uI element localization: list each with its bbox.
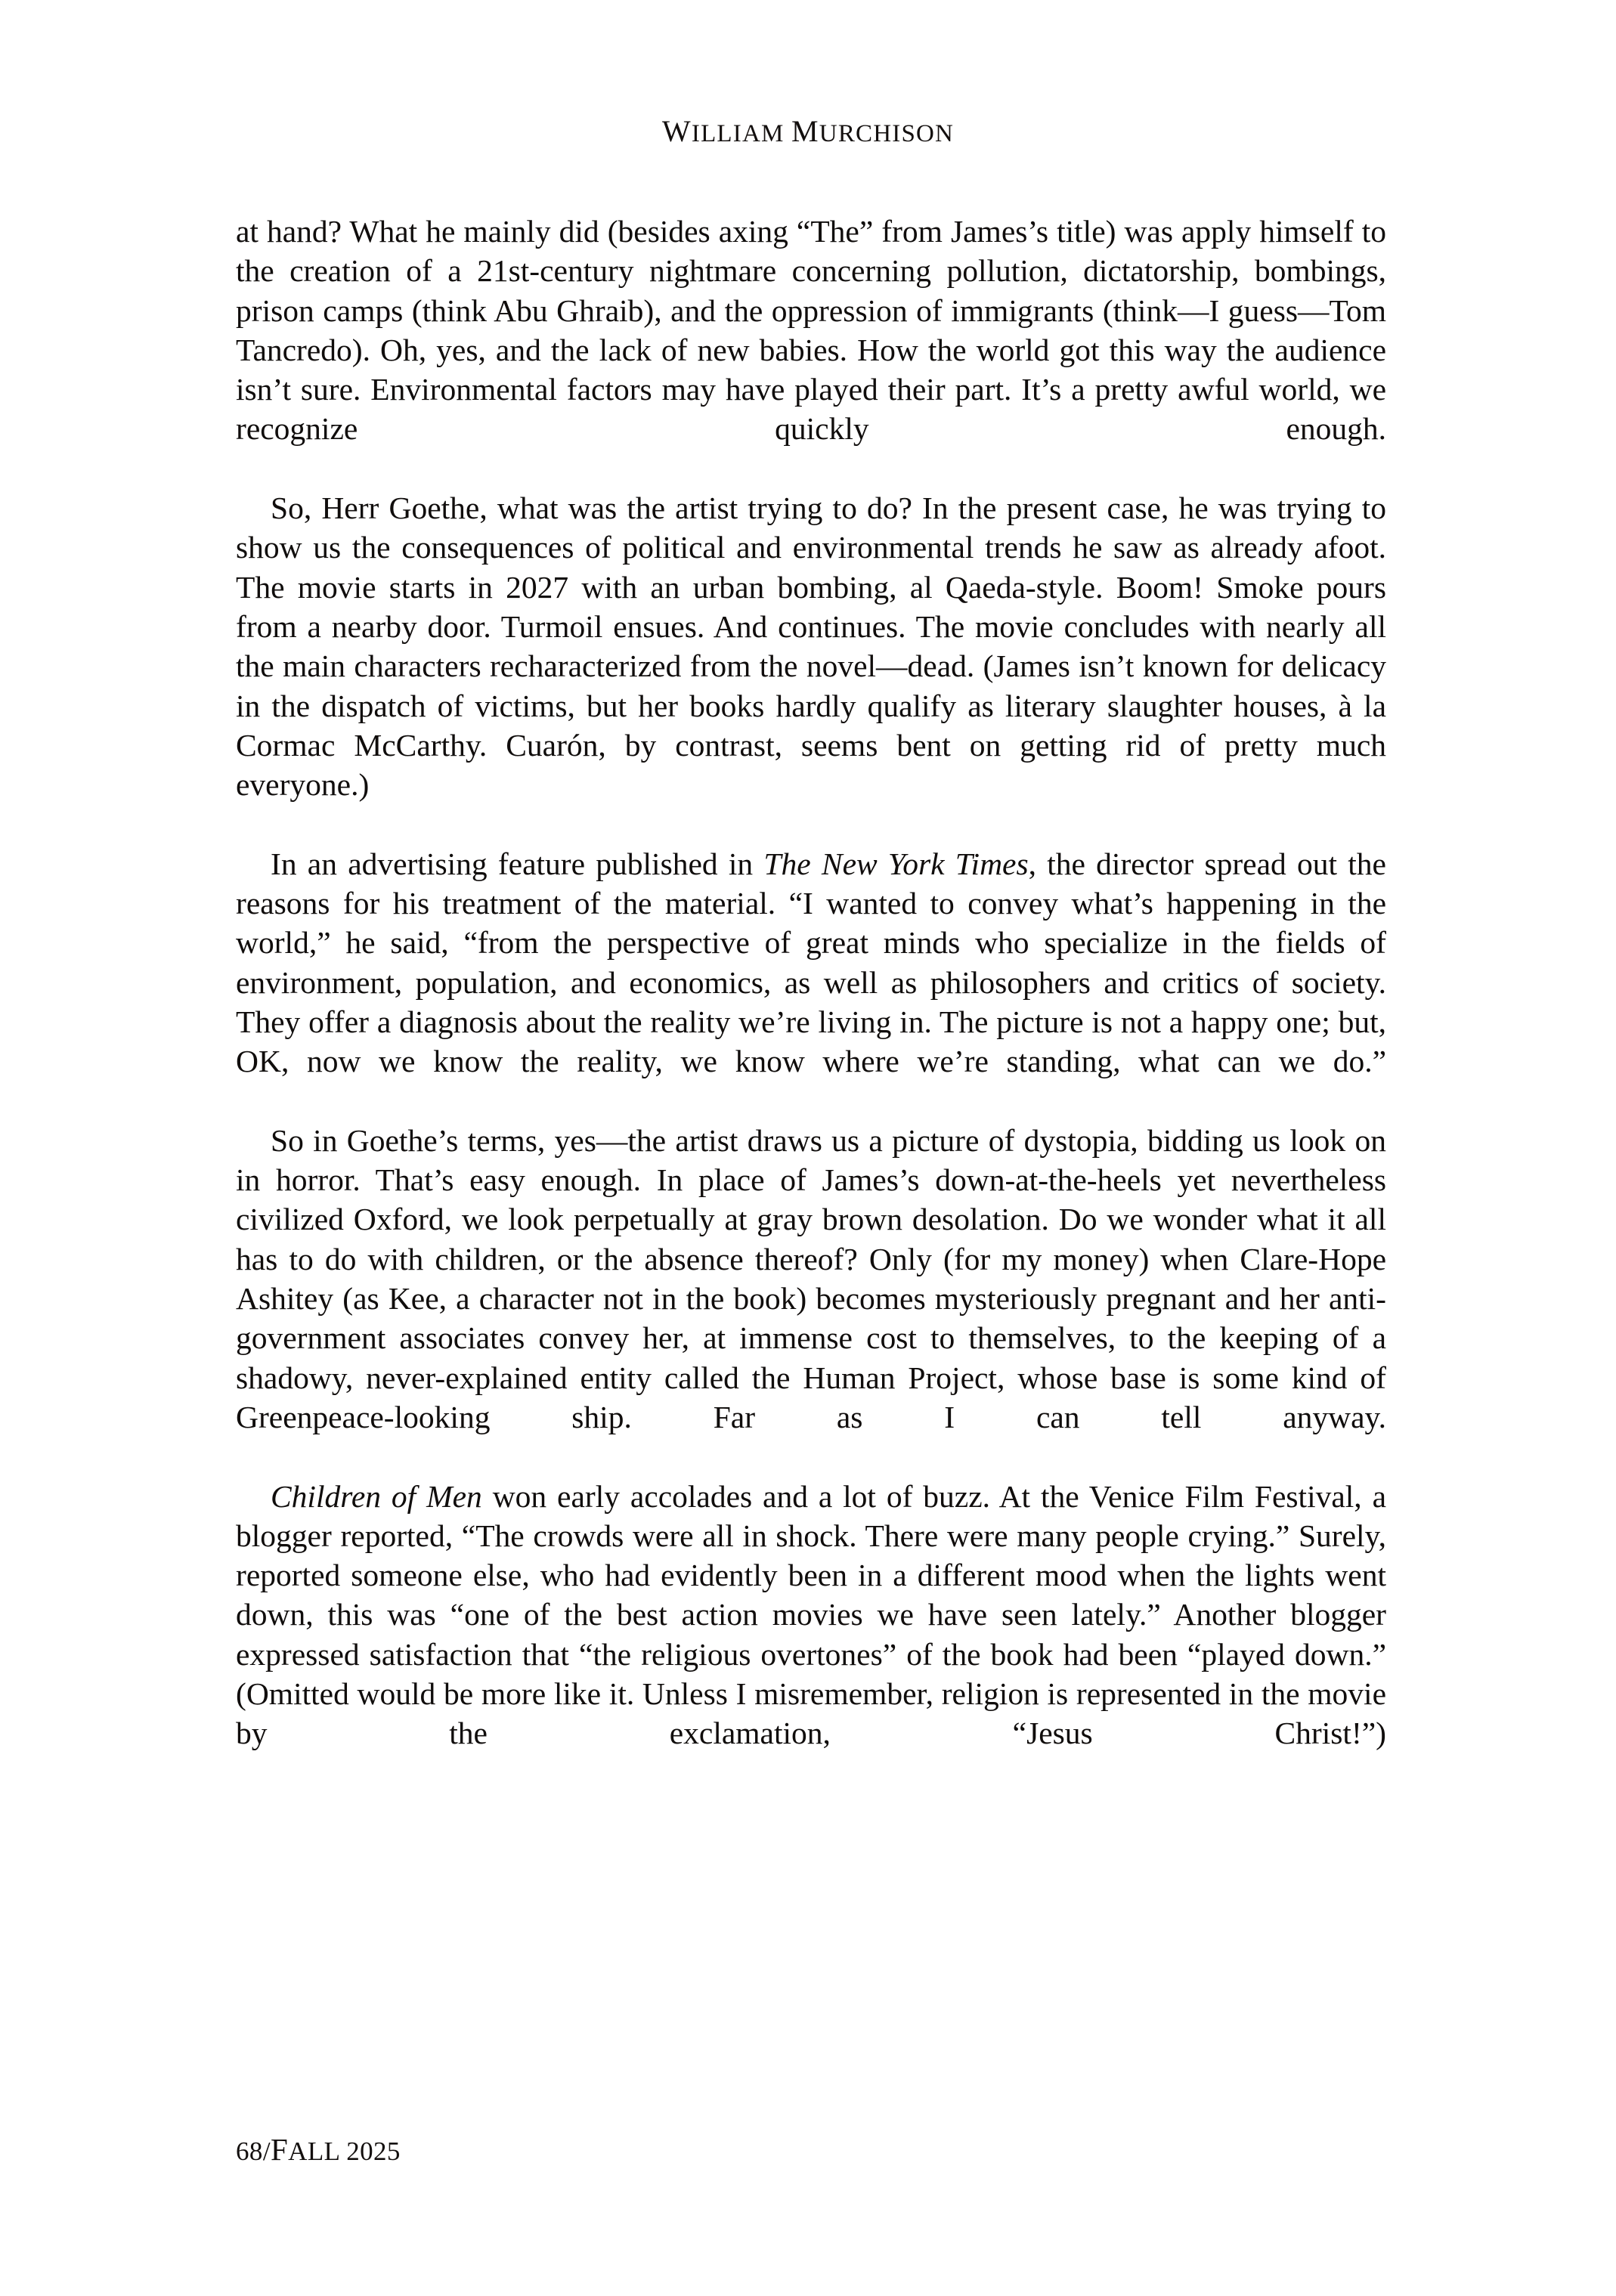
paragraph-1: at hand? What he mainly did (besides axing “The” from James’s title) was apply himself to the creation of a 21st-century nightmare concerning pollution, dictatorship, bombings, prison camps (think Abu Ghraib), and the oppression of immigrants (think—I guess—Tom Tancredo). Oh, yes, and the lack of new babies. How the world got this way the audience isn’t sure. Environmental factors may have played their part. It’s a pretty awful world, we recognize quickly enough. xyxy=(236,214,1386,447)
para3-seg-roman-1: In an advertising feature published in xyxy=(271,846,764,881)
para5-seg-roman-1: won early accolades and a lot of buzz. At the Venice Film Festival, a blogger reported, “The crowds were all in shock. There were many people crying.” Surely, reported someone else, who had evidently been in a different mood when the lights went down, this was “one of the best action movies we have seen lately.” Another blogger expressed satisfaction that “the religious overtones” of the book had been “played down.” (Omitted would be more like it. Unless I misremember, religion is represented in the movie by the exclamation, “Jesus Christ!”) xyxy=(236,1478,1386,1751)
para3-seg-roman-2: , the director spread out the reasons for his treatment of the material. “I wanted to convey what’s happening in the world,” he said, “from the perspective of great minds who specialize in the fields of environment, population, and economics, as well as philosophers and critics of society. They offer a diagnosis about the reality we’re living in. The picture is not a happy one; but, OK, now we know the reality, we know where we’re standing, what can we do.” xyxy=(236,846,1386,1079)
running-head-rest-murchison: URCHISON xyxy=(819,120,955,147)
running-head-author xyxy=(661,114,955,148)
page-folio xyxy=(236,2131,401,2168)
running-head-initial-m: M xyxy=(791,114,819,148)
folio-season-initial: F xyxy=(270,2132,289,2167)
folio-year: 2025 xyxy=(339,2137,401,2166)
para3-title-nytimes: The New York Times xyxy=(763,846,1029,881)
running-head-rest-william: ILLIAM xyxy=(691,120,785,147)
paragraph-2: So, Herr Goethe, what was the artist trying to do? In the present case, he was trying to show us the consequences of political and environmental trends he saw as already afoot. The movie starts in 2027 with an urban bombing, al Qaeda-style. Boom! Smoke pours from a nearby door. Turmoil ensues. And continues. The movie concludes with nearly all the main characters recharacterized from the novel—dead. (James isn’t known for delicacy in the dispatch of victims, but her books hardly qualify as literary slaughter houses, à la Cormac McCarthy. Cuarón, by contrast, seems bent on getting rid of pretty much everyone.) xyxy=(236,490,1386,803)
paragraph-3 xyxy=(236,844,1386,1121)
body-text-block xyxy=(236,212,1386,1793)
para5-title-children-of-men: Children of Men xyxy=(271,1478,482,1514)
folio-season-rest: ALL xyxy=(288,2137,340,2166)
paragraph-4: So in Goethe’s terms, yes—the artist draws us a picture of dystopia, bidding us look on in horror. That’s easy enough. In place of James’s down-at-the-heels yet nevertheless civilized Oxford, we look perpetually at gray brown desolation. Do we wonder what it all has to do with children, or the absence thereof? Only (for my money) when Clare-Hope Ashitey (as Kee, a character not in the book) becomes mysteriously pregnant and her anti-government associates convey her, at immense cost to themselves, to the keeping of a shadowy, never-explained entity called the Human Project, whose base is some kind of Greenpeace-looking ship. Far as I can tell anyway. xyxy=(236,1122,1386,1434)
folio-separator: / xyxy=(262,2137,271,2166)
running-head-initial-w: W xyxy=(661,114,692,148)
paragraph-5 xyxy=(236,1477,1386,1793)
running-head xyxy=(0,113,1616,149)
folio-page-number: 68 xyxy=(236,2137,263,2166)
